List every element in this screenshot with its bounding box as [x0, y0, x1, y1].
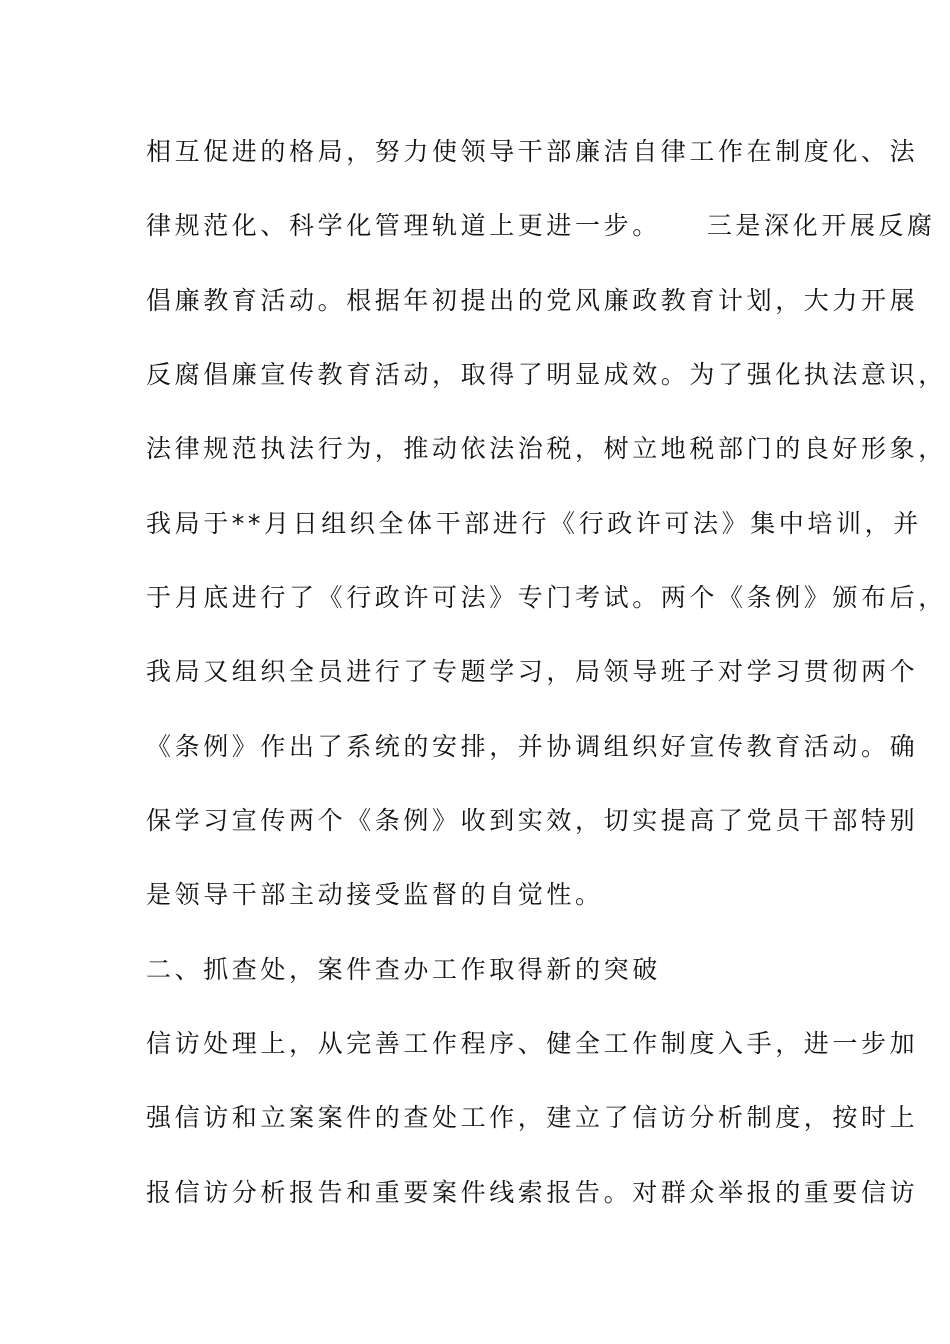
text-line-10: 保学习宣传两个《条例》收到实效，切实提高了党员干部特别 [146, 806, 919, 835]
text-line-7: 于月底进行了《行政许可法》专门考试。两个《条例》颁布后， [146, 583, 947, 612]
text-line-4: 反腐倡廉宣传教育活动，取得了明显成效。为了强化执法意识， [146, 360, 947, 389]
text-line-12: 信访处理上，从完善工作程序、健全工作制度入手，进一步加 [146, 1029, 919, 1058]
text-line-5: 法律规范执法行为，推动依法治税，树立地税部门的良好形象， [146, 434, 947, 463]
text-line-2-part-2: 三是深化开展反腐 [706, 211, 936, 240]
text-line-6: 我局于**月日组织全体干部进行《行政许可法》集中培训，并 [146, 509, 922, 538]
text-line-14: 报信访分析报告和重要案件线索报告。对群众举报的重要信访 [146, 1178, 919, 1207]
text-line-2-part-1: 律规范化、科学化管理轨道上更进一步。 [146, 211, 661, 240]
text-line-9: 《条例》作出了系统的安排，并协调组织好宣传教育活动。确 [146, 732, 919, 761]
text-line-11: 是领导干部主动接受监督的自觉性。 [146, 880, 604, 909]
section-heading: 二、抓查处，案件查办工作取得新的突破 [146, 955, 661, 984]
text-line-1: 相互促进的格局，努力使领导干部廉洁自律工作在制度化、法 [146, 137, 919, 166]
text-line-2 [146, 206, 936, 246]
text-line-8: 我局又组织全员进行了专题学习，局领导班子对学习贯彻两个 [146, 657, 919, 686]
text-line-13: 强信访和立案案件的查处工作，建立了信访分析制度，按时上 [146, 1103, 919, 1132]
text-line-3: 倡廉教育活动。根据年初提出的党风廉政教育计划，大力开展 [146, 286, 919, 315]
